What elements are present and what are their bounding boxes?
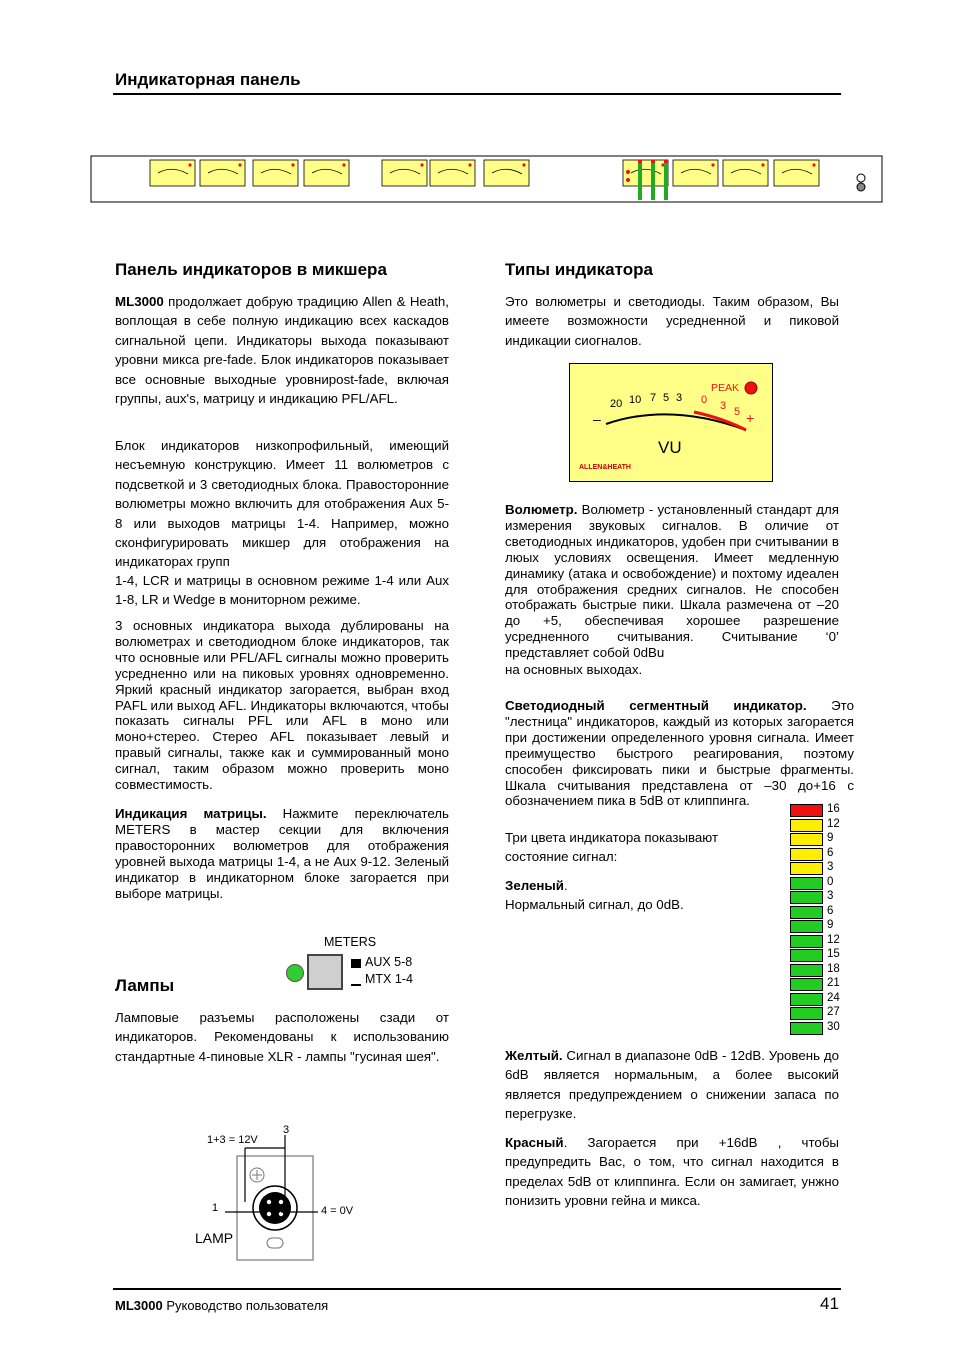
led-segment [790, 819, 823, 832]
vu-brand-logo: ALLEN&HEATH [579, 464, 631, 471]
vu-scale-3: 3 [676, 392, 683, 404]
paragraph-meter-block: Блок индикаторов низкопрофильный, имеющий несъемную конструкцию. Имеет 11 волюметров с подсветкой и 3 светодиодных блока. Правосторонние волюметры можно включить для отображения Aux 5-8 или выходов матрицы 1-4. Например, можно сконфигурировать микшер для отображения на индикаторах групп [115, 438, 449, 570]
footer-text: ML3000 Руководство пользователя [115, 1298, 329, 1313]
meter-panel-illustration [90, 154, 884, 206]
led-segment [790, 833, 823, 846]
led-segment-label: 9 [827, 832, 834, 844]
small-vu-peak-led [291, 163, 294, 166]
paragraph-intro: ML3000 продолжает добрую традицию Allen & Heath, воплощая в себе полную индикацию всех каскадов сигнальной цепи. Индикаторы выхода показывают уровни микса pre-fade. Блок индикаторов показывает все основные выходные уровниpost-fade, включая группы, aux's, матрицу и индикацию PFL/AFL. [115, 294, 449, 407]
vu-scale-10: 10 [629, 394, 642, 406]
small-vu-meter [253, 160, 298, 186]
small-vu-peak-led [761, 163, 764, 166]
small-vu-meter [304, 160, 349, 186]
pin-1-label: 1 [212, 1202, 219, 1214]
paragraph-main-outputs: 3 основных индикатора выхода дублированы на волюметрах и светодиодном блоке индикаторов, так что основные или PFL/AFL сигналы можно проверить усредненно или на пиковых уровнях одновременно. Яркий красный индикатор загорается, выбран вход PAFL или выход AFL. Индикаторы включаются, чтобы показать сигналы PFL или AFL в моно или моно+стерео. Стерео AFL показывает левый и правый сигналы, также как и суммированный моно сигнал, таким образом можно проверить моно совместимость. [115, 618, 449, 793]
paragraph-red: Красный. Загорается при +16dB , чтобы предупредить Вас, о том, что сигнал находится в пределах 5dB от клиппинга. Если он замигает, унжно понизить уровни гейна и микса. [505, 1135, 839, 1209]
led-segment [790, 1022, 823, 1035]
vu-plus-sign: + [746, 410, 755, 426]
led-segment-label: 15 [827, 948, 840, 960]
small-vu-meter [623, 160, 668, 186]
small-vu-meter [673, 160, 718, 186]
led-segment-label: 30 [827, 1020, 840, 1033]
led-segment-label: 24 [827, 991, 840, 1004]
small-vu-meter [723, 160, 768, 186]
vu-minus-sign: – [593, 411, 601, 427]
small-vu-peak-led [812, 163, 815, 166]
led-segment [790, 935, 823, 948]
paragraph-yellow: Желтый. Сигнал в диапазоне 0dB - 12dB. Уровень до 6dB является нормальным, а более высокий является предупреждением о снижении запаса по перегрузке. [505, 1048, 839, 1122]
vu-scale-20: 20 [610, 398, 623, 410]
vu-peak-label: PEAK [711, 382, 740, 394]
small-vu-peak-led [188, 163, 191, 166]
small-vu-meter [200, 160, 245, 186]
led-segment-label: 16 [827, 803, 840, 815]
meters-switch-title: METERS [324, 935, 377, 949]
mtx-released-icon [351, 984, 361, 986]
paragraph-meter-types: Это волюметры и светодиоды. Таким образом, Вы имеете возможности усредненной и пиковой индикации сиогналов. [505, 294, 839, 348]
pin-12v-label: 1+3 = 12V [207, 1134, 258, 1146]
led-segment [790, 949, 823, 962]
header-rule [113, 93, 841, 95]
vu-meter-illustration [569, 363, 773, 482]
pin-3-label: 3 [283, 1124, 290, 1136]
led-segment-label: 6 [827, 846, 834, 859]
page-number: 41 [820, 1294, 839, 1313]
paragraph-lamps: Ламповые разъемы расположены сзади от индикаторов. Рекомендованы к использованию стандартные 4-пиновые XLR - лампы "гусиная шея". [115, 1010, 449, 1064]
led-segment-label: 27 [827, 1006, 840, 1018]
led-segment [790, 862, 823, 875]
vu-scale-7: 7 [650, 392, 657, 404]
small-vu-meter [430, 160, 475, 186]
led-segment-label: 21 [827, 977, 840, 989]
led-segment [790, 964, 823, 977]
small-vu-meter [150, 160, 195, 186]
pin-0v-label: 4 = 0V [321, 1205, 354, 1217]
aux-5-8-label: AUX 5-8 [365, 955, 413, 969]
led-segment-label: 3 [827, 890, 834, 902]
led-segment-label: 9 [827, 919, 834, 931]
mtx-1-4-label: MTX 1-4 [365, 972, 413, 986]
vu-scale-0: 0 [701, 394, 708, 406]
led-segment [790, 978, 823, 991]
small-vu-peak-led [238, 163, 241, 166]
paragraph-vu-meter-cont: на основных выходах. [505, 662, 643, 677]
paragraph-led-meter: Светодиодный сегментный индикатор. Это "лестница" индикаторов, каждый из которых загорается при достижении определенного уровня сигнала. Имеет преимущество быстрого реагирования, поэтому способен фиксировать пики и быстрые фрагменты. Шкала считывания представлена от –30 до+16 с обозначением пика в 5dB от клиппинга. [505, 698, 854, 809]
small-vu-meter [484, 160, 529, 186]
led-segment-label: 6 [827, 904, 834, 917]
vu-scale-plus3: 3 [720, 400, 727, 412]
led-segment [790, 804, 823, 817]
led-segment-label: 12 [827, 933, 840, 946]
led-segment [790, 1007, 823, 1020]
led-segment [790, 906, 823, 919]
section-heading-mixer-meters: Панель индикаторов в микшера [115, 260, 387, 279]
paragraph-green: Зеленый. Нормальный сигнал, до 0dB. [505, 878, 684, 913]
lamp-label: LAMP [195, 1230, 234, 1246]
footer-rule [113, 1288, 841, 1290]
small-vu-peak-led [522, 163, 525, 166]
paragraph-matrix: Индикация матрицы. Нажмите переключатель METERS в мастер секции для включения правосторонних волюметров для отображения уровней выхода матрицы 1-4, а не Aux 9-12. Зеленый индикатор в индикаторном блоке загорается при выборе матрицы. [115, 806, 449, 901]
small-vu-meter [774, 160, 819, 186]
vu-scale-5: 5 [663, 392, 670, 404]
led-segment-label: 3 [827, 861, 834, 873]
section-heading-lamps: Лампы [115, 976, 175, 995]
small-vu-peak-led [468, 163, 471, 166]
led-segment-label: 0 [827, 875, 834, 888]
led-segment-label: 12 [827, 817, 840, 830]
aux-pressed-icon [351, 959, 361, 968]
led-segment [790, 877, 823, 890]
page-header-title: Индикаторная панель [115, 70, 301, 89]
paragraph-three-colors: Три цвета индикатора показывают состояние сигнал: [505, 830, 719, 865]
small-vu-peak-led [420, 163, 423, 166]
led-segment [790, 920, 823, 933]
led-segment [790, 848, 823, 861]
vu-scale-plus5: 5 [734, 406, 741, 418]
section-heading-meter-types: Типы индикатора [505, 260, 653, 279]
paragraph-meter-block-cont: 1-4, LCR и матрицы в основном режиме 1-4 или Aux 1-8, LR и Wedge в мониторном режиме. [115, 573, 449, 608]
small-vu-peak-led [342, 163, 345, 166]
matrix-indicator-led [286, 964, 304, 982]
led-segment-label: 18 [827, 962, 840, 975]
vu-label: VU [658, 438, 682, 457]
led-segment [790, 993, 823, 1006]
small-vu-peak-led [711, 163, 714, 166]
small-vu-meter [382, 160, 427, 186]
meters-switch-button[interactable] [307, 954, 343, 990]
paragraph-vu-meter: Волюметр. Волюметр - установленный стандарт для измерения звуковых сигналов. В оличие от светодиодных индикаторов, удобен при считывании в люых условиях освещения. Имеет медленную динамику (атака и освобождение) и похтому идеален для отображения средних сигналов. Не способен отображать быстрые пики. Шкала размечена от –20 до +5, обеспечивая хорошее разрешение усредненного считывания. Считывание ‘0’ представляет собой 0dBu [505, 502, 839, 661]
led-segment [790, 891, 823, 904]
